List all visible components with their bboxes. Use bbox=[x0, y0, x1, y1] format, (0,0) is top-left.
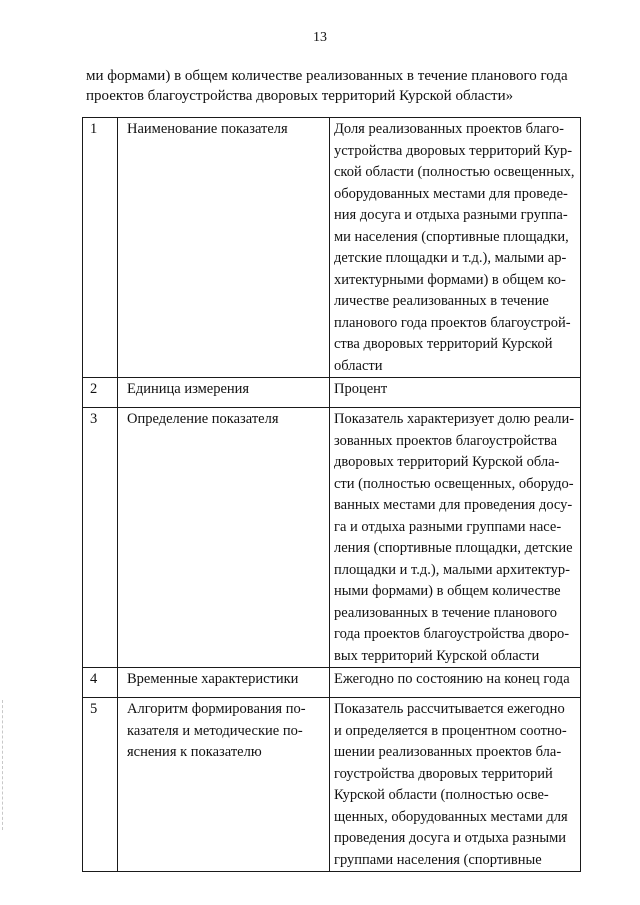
value-text-line: дворовых территорий Курской обла- bbox=[334, 454, 560, 470]
value-text-line: ми населения (спортивные площадки, bbox=[334, 228, 569, 245]
indicator-value-cell bbox=[330, 118, 581, 378]
intro-line: ми формами) в общем количестве реализованных в течение планового года bbox=[86, 68, 568, 84]
attribute-text-line: Определение показателя bbox=[127, 411, 279, 427]
table-row bbox=[83, 668, 581, 698]
value-text-line: ванных местами для проведения досу- bbox=[334, 497, 573, 513]
row-number: 4 bbox=[90, 671, 98, 687]
table-row bbox=[83, 118, 581, 378]
table-row bbox=[83, 408, 581, 668]
row-number-cell bbox=[83, 408, 118, 668]
value-text-line: детские площадки и т.д.), малыми ар- bbox=[334, 250, 567, 266]
value-text-line: Процент bbox=[334, 381, 388, 397]
value-text-line: ления (спортивные площадки, детские bbox=[334, 540, 573, 556]
value-text-line: сти (полностью освещенных, оборудо- bbox=[334, 475, 574, 492]
value-text-line: Ежегодно по состоянию на конец года bbox=[334, 671, 570, 687]
value-text-line: группами населения (спортивные bbox=[334, 851, 542, 868]
value-text-line: области bbox=[334, 357, 383, 374]
value-text-line: устройства дворовых территорий Кур- bbox=[334, 142, 573, 159]
value-text-line: Показатель рассчитывается ежегодно bbox=[334, 701, 565, 717]
indicator-value-cell bbox=[330, 668, 581, 698]
value-text-line: зованных проектов благоустройства bbox=[334, 432, 558, 449]
attribute-text-line: Временные характеристики bbox=[127, 671, 299, 687]
indicator-attribute-cell bbox=[118, 408, 330, 668]
indicator-value-cell bbox=[330, 408, 581, 668]
value-text-line: ния досуга и отдыха разными группа- bbox=[334, 207, 568, 223]
row-number: 5 bbox=[90, 701, 98, 717]
indicator-attribute-cell bbox=[118, 118, 330, 378]
value-text-line: ства дворовых территорий Курской bbox=[334, 336, 553, 352]
row-number: 2 bbox=[90, 381, 98, 397]
value-text-line: площадки и т.д.), малыми архитектур- bbox=[334, 561, 570, 578]
row-number: 3 bbox=[90, 411, 98, 427]
value-text-line: Показатель характеризует долю реали- bbox=[334, 411, 575, 427]
value-text-line: вых территорий Курской области bbox=[334, 647, 540, 664]
page-number: 13 bbox=[313, 30, 327, 45]
value-text-line: года проектов благоустройства дворо- bbox=[334, 626, 570, 642]
table-row bbox=[83, 378, 581, 408]
attribute-text-line: Алгоритм формирования по- bbox=[127, 701, 306, 717]
value-text-line: оборудованных местами для проведе- bbox=[334, 185, 568, 202]
scan-artifact bbox=[2, 700, 4, 830]
row-number: 1 bbox=[90, 121, 98, 137]
value-text-line: хитектурными формами) в общем ко- bbox=[334, 271, 566, 288]
row-number-cell bbox=[83, 378, 118, 408]
table-row bbox=[83, 698, 581, 872]
value-text-line: планового года проектов благоустрой- bbox=[334, 314, 571, 331]
row-number-cell bbox=[83, 698, 118, 872]
indicator-attribute-cell bbox=[118, 698, 330, 872]
intro-paragraph bbox=[86, 66, 586, 106]
attribute-text-line: казателя и методические по- bbox=[127, 722, 303, 739]
row-number-cell bbox=[83, 118, 118, 378]
value-text-line: личестве реализованных в течение bbox=[334, 293, 549, 309]
value-text-line: га и отдыха разными группами насе- bbox=[334, 518, 562, 535]
indicator-attribute-cell bbox=[118, 378, 330, 408]
row-number-cell bbox=[83, 668, 118, 698]
value-text-line: щенных, оборудованных местами для bbox=[334, 808, 568, 825]
value-text-line: проведения досуга и отдыха разными bbox=[334, 830, 567, 846]
attribute-text-line: Единица измерения bbox=[127, 381, 250, 397]
value-text-line: шении реализованных проектов бла- bbox=[334, 744, 562, 760]
indicator-passport-table bbox=[82, 117, 581, 872]
value-text-line: и определяется в процентном соотно- bbox=[334, 722, 567, 739]
value-text-line: реализованных в течение планового bbox=[334, 604, 558, 621]
value-text-line: ской области (полностью освещенных, bbox=[334, 164, 575, 180]
value-text-line: ными формами) в общем количестве bbox=[334, 583, 561, 599]
indicator-value-cell bbox=[330, 698, 581, 872]
intro-line: проектов благоустройства дворовых территорий Курской области» bbox=[86, 88, 514, 104]
attribute-text-line: яснения к показателю bbox=[127, 744, 262, 760]
value-text-line: Курской области (полностью осве- bbox=[334, 787, 549, 803]
indicator-attribute-cell bbox=[118, 668, 330, 698]
attribute-text-line: Наименование показателя bbox=[127, 121, 288, 137]
value-text-line: гоустройства дворовых территорий bbox=[334, 765, 553, 782]
value-text-line: Доля реализованных проектов благо- bbox=[334, 121, 564, 137]
indicator-value-cell bbox=[330, 378, 581, 408]
